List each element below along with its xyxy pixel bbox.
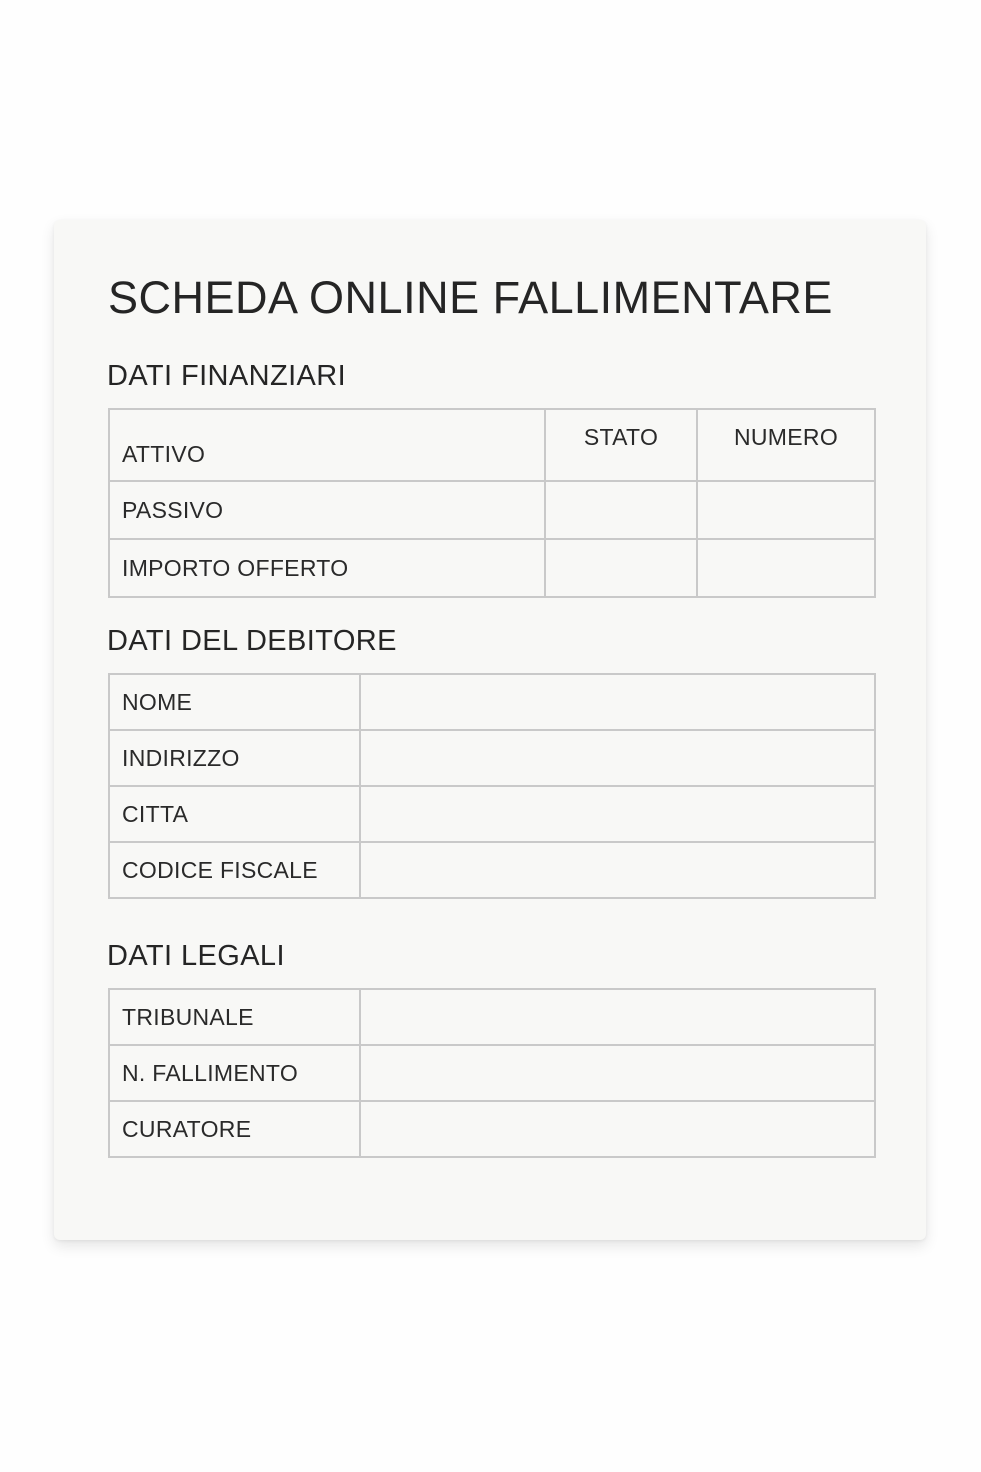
row-label-nome: NOME [109,674,360,730]
table-row [109,409,875,481]
financial-table [108,408,876,598]
row-label-importo-offerto: IMPORTO OFFERTO [109,539,545,597]
indirizzo-field[interactable] [360,730,875,786]
row-label-attivo: ATTIVO [109,409,545,481]
table-row [109,842,875,898]
passivo-stato-field[interactable] [545,481,697,539]
passivo-numero-field[interactable] [697,481,875,539]
table-row [109,786,875,842]
form-card [54,220,926,1240]
importo-offerto-numero-field[interactable] [697,539,875,597]
curatore-field[interactable] [360,1101,875,1157]
row-label-indirizzo: INDIRIZZO [109,730,360,786]
nome-field[interactable] [360,674,875,730]
page-title: SCHEDA ONLINE FALLIMENTARE [108,272,833,323]
legal-table [108,988,876,1158]
column-header-stato[interactable]: STATO [545,409,697,481]
table-row [109,1045,875,1101]
section-heading-debtor: DATI DEL DEBITORE [107,625,397,657]
importo-offerto-stato-field[interactable] [545,539,697,597]
row-label-codice-fiscale: CODICE FISCALE [109,842,360,898]
row-label-curatore: CURATORE [109,1101,360,1157]
table-row [109,1101,875,1157]
tribunale-field[interactable] [360,989,875,1045]
section-heading-legal: DATI LEGALI [107,940,285,972]
row-label-tribunale: TRIBUNALE [109,989,360,1045]
table-row [109,989,875,1045]
row-label-passivo: PASSIVO [109,481,545,539]
section-heading-financial: DATI FINANZIARI [107,360,347,392]
table-row [109,674,875,730]
n-fallimento-field[interactable] [360,1045,875,1101]
row-label-citta: CITTA [109,786,360,842]
table-row [109,539,875,597]
row-label-n-fallimento: N. FALLIMENTO [109,1045,360,1101]
column-header-numero[interactable]: NUMERO [697,409,875,481]
debtor-table [108,673,876,899]
codice-fiscale-field[interactable] [360,842,875,898]
table-row [109,730,875,786]
table-row [109,481,875,539]
citta-field[interactable] [360,786,875,842]
